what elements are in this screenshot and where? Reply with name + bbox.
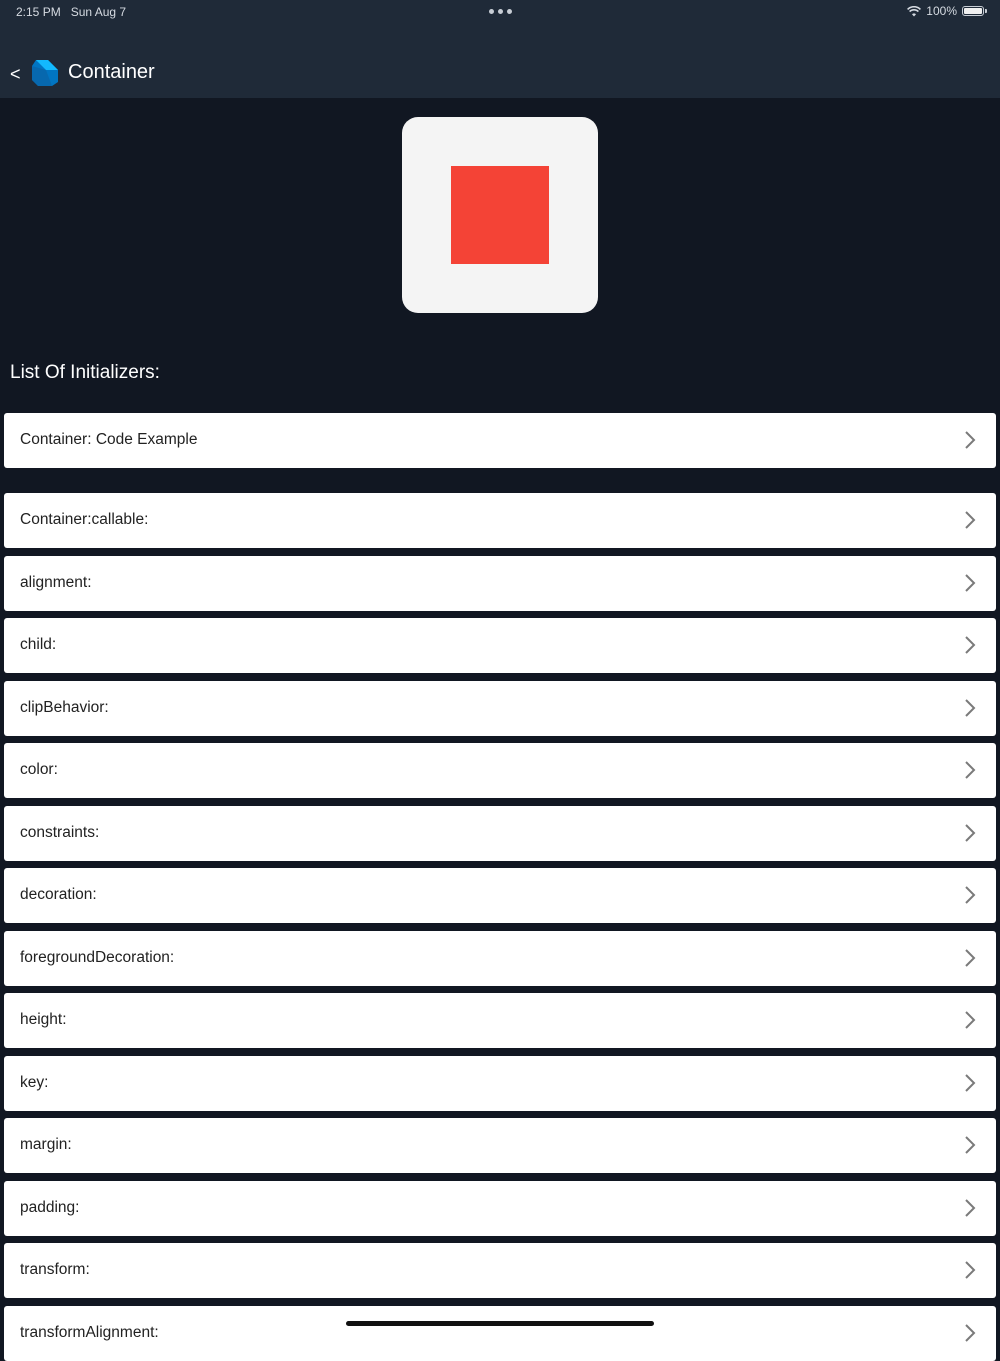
list-item-label: decoration:: [20, 886, 97, 903]
chevron-right-icon: [964, 1135, 976, 1155]
list-item[interactable]: [4, 993, 996, 1048]
chevron-right-icon: [964, 1323, 976, 1343]
chevron-right-icon: [964, 885, 976, 905]
list-item[interactable]: [4, 1118, 996, 1173]
list-item[interactable]: [4, 1056, 996, 1111]
chevron-right-icon: [964, 1260, 976, 1280]
initializers-heading: List Of Initializers:: [10, 362, 160, 383]
list-item[interactable]: [4, 556, 996, 611]
list-item[interactable]: [4, 806, 996, 861]
battery-fill: [964, 8, 982, 14]
list-item-label: color:: [20, 761, 58, 778]
status-bar: [0, 0, 1000, 24]
back-button[interactable]: <: [10, 64, 21, 84]
chevron-right-icon: [964, 948, 976, 968]
wifi-icon: [907, 6, 921, 17]
list-item[interactable]: [4, 413, 996, 468]
container-preview-card: [402, 117, 598, 313]
page-title: Container: [68, 61, 155, 83]
battery-icon: [962, 6, 984, 16]
list-item[interactable]: [4, 1243, 996, 1298]
chevron-right-icon: [964, 823, 976, 843]
list-item-label: padding:: [20, 1198, 80, 1216]
chevron-right-icon: [964, 1073, 976, 1093]
list-item-label: height:: [20, 1011, 67, 1028]
container-preview-square: [451, 166, 549, 264]
status-right: [907, 4, 984, 18]
list-item[interactable]: [4, 618, 996, 673]
list-item-label: margin:: [20, 1136, 72, 1153]
list-item-label: key:: [20, 1073, 49, 1091]
chevron-right-icon: [964, 635, 976, 655]
list-item-label: child:: [20, 636, 57, 653]
app-bar: [0, 24, 1000, 98]
list-item-label: foregroundDecoration:: [20, 948, 175, 966]
status-date: Sun Aug 7: [70, 5, 127, 19]
list-item[interactable]: [4, 493, 996, 548]
status-left: [16, 5, 126, 19]
list-item[interactable]: [4, 931, 996, 986]
list-item-label: Container: Code Example: [20, 431, 198, 448]
list-item[interactable]: [4, 743, 996, 798]
list-item-label: Container:callable:: [20, 511, 149, 528]
list-item-label: transformAlignment:: [20, 1323, 159, 1341]
list-item-label: transform:: [20, 1261, 90, 1278]
battery-percent: 100%: [926, 4, 957, 18]
chevron-right-icon: [964, 573, 976, 593]
list-item-label: clipBehavior:: [20, 698, 109, 716]
list-item[interactable]: [4, 681, 996, 736]
list-item[interactable]: [4, 1181, 996, 1236]
chevron-right-icon: [964, 430, 976, 450]
list-item-label: alignment:: [20, 573, 92, 591]
list-item[interactable]: [4, 868, 996, 923]
list-item-label: constraints:: [20, 823, 100, 841]
chevron-right-icon: [964, 760, 976, 780]
list-item[interactable]: [4, 1306, 996, 1361]
home-indicator[interactable]: [346, 1321, 654, 1326]
chevron-right-icon: [964, 510, 976, 530]
status-time: 2:15 PM: [16, 5, 61, 19]
multitasking-dots-icon[interactable]: [489, 9, 512, 14]
chevron-right-icon: [964, 1010, 976, 1030]
dart-logo-icon: [30, 58, 60, 88]
chevron-right-icon: [964, 1198, 976, 1218]
chevron-right-icon: [964, 698, 976, 718]
